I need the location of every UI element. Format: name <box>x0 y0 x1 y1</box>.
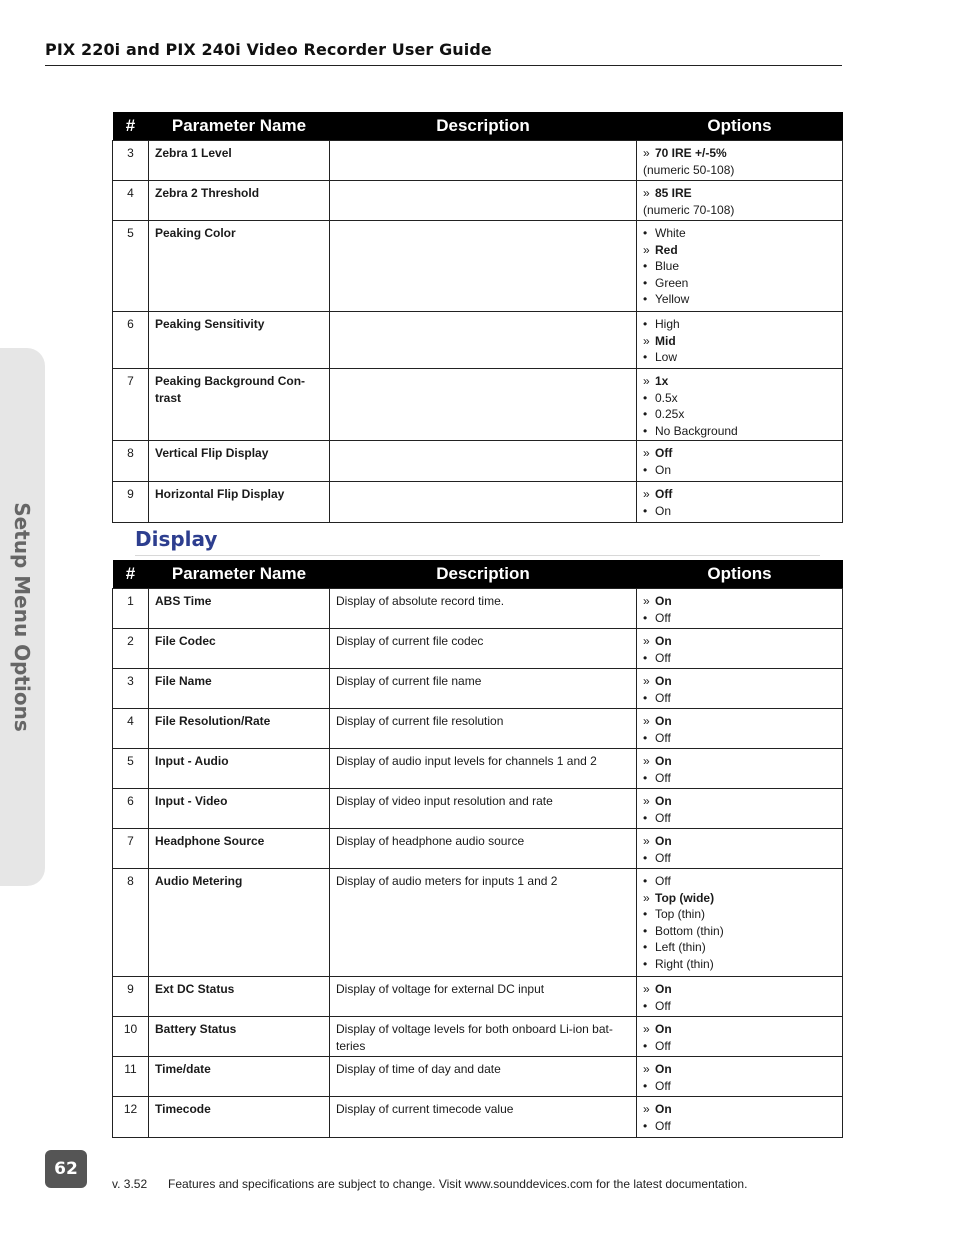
default-marker-icon: » <box>643 674 650 688</box>
option-item <box>643 770 836 787</box>
option-item <box>643 713 836 730</box>
option-item <box>643 998 836 1015</box>
parameter-options <box>637 1057 843 1097</box>
default-marker-icon: » <box>643 634 650 648</box>
parameter-options <box>637 629 843 669</box>
option-label: Off <box>655 770 671 785</box>
option-item <box>643 486 836 503</box>
option-item <box>643 462 836 479</box>
option-item <box>643 316 836 333</box>
row-number: 5 <box>113 221 149 312</box>
table-header-row <box>113 112 843 141</box>
parameter-name: File Codec <box>149 629 330 669</box>
parameter-name: Input - Video <box>149 789 330 829</box>
option-item <box>643 873 836 890</box>
row-number: 3 <box>113 141 149 181</box>
option-label: Red <box>655 242 678 257</box>
column-header-options: Options <box>637 112 843 141</box>
option-label: Off <box>655 810 671 825</box>
option-label: 0.5x <box>655 390 678 405</box>
option-label: White <box>655 226 686 240</box>
parameter-name: Ext DC Status <box>149 977 330 1017</box>
default-marker-icon: » <box>643 1102 650 1116</box>
option-label: On <box>655 714 672 728</box>
document-title: PIX 220i and PIX 240i Video Recorder User Guide <box>45 40 492 59</box>
parameter-name: Timecode <box>149 1097 330 1138</box>
option-label: On <box>655 982 672 996</box>
bullet-icon: • <box>643 998 648 1013</box>
option-item <box>643 690 836 707</box>
parameter-options <box>637 869 843 977</box>
row-number: 9 <box>113 977 149 1017</box>
option-item <box>643 291 836 308</box>
option-range-note: (numeric 70-108) <box>643 202 735 217</box>
row-number: 1 <box>113 589 149 629</box>
parameter-description: Display of current timecode value <box>330 1097 637 1138</box>
default-marker-icon: » <box>643 186 650 200</box>
option-item <box>643 333 836 350</box>
default-marker-icon: » <box>643 754 650 768</box>
option-label: On <box>655 634 672 648</box>
column-header-description: Description <box>330 112 637 141</box>
parameter-options <box>637 141 843 181</box>
default-marker-icon: » <box>643 146 650 160</box>
row-number: 8 <box>113 441 149 482</box>
option-item <box>643 185 836 202</box>
column-header-num: # <box>113 112 149 141</box>
parameter-options <box>637 221 843 312</box>
bullet-icon: • <box>643 923 648 938</box>
option-label: Off <box>655 1118 671 1133</box>
option-label: Off <box>655 1078 671 1093</box>
option-item <box>643 610 836 627</box>
bullet-icon: • <box>643 292 648 307</box>
row-number: 8 <box>113 869 149 977</box>
parameter-options <box>637 589 843 629</box>
table-row <box>113 441 843 482</box>
option-label: Off <box>655 874 671 888</box>
option-item <box>643 503 836 520</box>
table-row <box>113 1097 843 1138</box>
option-item <box>643 406 836 423</box>
option-label: Top (wide) <box>655 890 715 905</box>
parameter-name: Peaking Background Con- trast <box>149 369 330 441</box>
parameter-name: Zebra 1 Level <box>149 141 330 181</box>
option-item <box>643 145 836 162</box>
option-label: On <box>655 794 672 808</box>
parameter-name: Vertical Flip Display <box>149 441 330 482</box>
option-item <box>643 939 836 956</box>
parameter-options <box>637 749 843 789</box>
parameter-description: Display of headphone audio source <box>330 829 637 869</box>
default-marker-icon: » <box>643 1022 650 1036</box>
parameter-options <box>637 1017 843 1057</box>
table-row <box>113 749 843 789</box>
parameter-name: Audio Metering <box>149 869 330 977</box>
option-item <box>643 793 836 810</box>
parameter-options <box>637 709 843 749</box>
row-number: 2 <box>113 629 149 669</box>
bullet-icon: • <box>643 462 648 477</box>
bullet-icon: • <box>643 690 648 705</box>
table-row <box>113 629 843 669</box>
option-item <box>643 650 836 667</box>
row-number: 4 <box>113 181 149 221</box>
option-label: Off <box>655 690 671 705</box>
parameter-description <box>330 312 637 369</box>
option-label: 70 IRE +/-5% <box>655 146 727 160</box>
option-label: On <box>655 1102 672 1116</box>
table-row <box>113 589 843 629</box>
bullet-icon: • <box>643 407 648 422</box>
table-row <box>113 221 843 312</box>
column-header-num: # <box>113 560 149 589</box>
parameter-description <box>330 181 637 221</box>
option-item <box>643 730 836 747</box>
default-marker-icon: » <box>643 982 650 996</box>
option-item <box>643 981 836 998</box>
option-label: Bottom (thin) <box>655 923 724 938</box>
parameter-name: Peaking Color <box>149 221 330 312</box>
side-tab-label: Setup Menu Options <box>10 502 34 732</box>
option-label: On <box>655 754 672 768</box>
default-marker-icon: » <box>643 333 650 348</box>
option-item <box>643 633 836 650</box>
option-item <box>643 349 836 366</box>
table-row <box>113 869 843 977</box>
option-item <box>643 1078 836 1095</box>
bullet-icon: • <box>643 423 648 438</box>
option-label: No Background <box>655 423 738 438</box>
row-number: 5 <box>113 749 149 789</box>
option-item <box>643 1118 836 1135</box>
row-number: 4 <box>113 709 149 749</box>
table-row <box>113 977 843 1017</box>
option-item <box>643 956 836 973</box>
table-row <box>113 1017 843 1057</box>
option-item <box>643 1021 836 1038</box>
parameter-table-display <box>112 560 843 1138</box>
parameter-description: Display of absolute record time. <box>330 589 637 629</box>
option-item <box>643 275 836 292</box>
parameter-options <box>637 669 843 709</box>
section-divider <box>135 555 820 556</box>
option-label: 0.25x <box>655 407 685 422</box>
parameter-description: Display of audio meters for inputs 1 and 2 <box>330 869 637 977</box>
option-item <box>643 810 836 827</box>
option-label: Right (thin) <box>655 956 714 971</box>
parameter-description: Display of voltage for external DC input <box>330 977 637 1017</box>
parameter-description: Display of audio input levels for channels 1 and 2 <box>330 749 637 789</box>
parameter-description: Display of time of day and date <box>330 1057 637 1097</box>
option-label: 85 IRE <box>655 186 692 200</box>
parameter-options <box>637 312 843 369</box>
parameter-options <box>637 789 843 829</box>
bullet-icon: • <box>643 874 648 888</box>
option-label: Green <box>655 275 689 290</box>
parameter-options <box>637 977 843 1017</box>
default-marker-icon: » <box>643 714 650 728</box>
bullet-icon: • <box>643 1038 648 1053</box>
bullet-icon: • <box>643 770 648 785</box>
default-marker-icon: » <box>643 794 650 808</box>
default-marker-icon: » <box>643 834 650 848</box>
row-number: 7 <box>113 829 149 869</box>
option-label: On <box>655 1022 672 1036</box>
parameter-options <box>637 482 843 523</box>
table-row <box>113 141 843 181</box>
option-label: On <box>655 594 672 608</box>
parameter-options <box>637 829 843 869</box>
parameter-description: Display of video input resolution and rate <box>330 789 637 829</box>
option-label: Off <box>655 446 673 460</box>
option-item <box>643 423 836 440</box>
option-item <box>643 1101 836 1118</box>
option-item <box>643 373 836 390</box>
option-label: Mid <box>655 333 676 348</box>
row-number: 12 <box>113 1097 149 1138</box>
option-label: Yellow <box>655 292 690 307</box>
option-item <box>643 242 836 259</box>
table-row <box>113 789 843 829</box>
table-row <box>113 829 843 869</box>
bullet-icon: • <box>643 1078 648 1093</box>
option-item <box>643 753 836 770</box>
option-label: Low <box>655 350 678 365</box>
bullet-icon: • <box>643 610 648 625</box>
parameter-name: Time/date <box>149 1057 330 1097</box>
default-marker-icon: » <box>643 242 650 257</box>
bullet-icon: • <box>643 275 648 290</box>
bullet-icon: • <box>643 940 648 955</box>
parameter-name: ABS Time <box>149 589 330 629</box>
parameter-description: Display of current file resolution <box>330 709 637 749</box>
row-number: 3 <box>113 669 149 709</box>
option-label: Off <box>655 487 673 501</box>
option-range-note: (numeric 50-108) <box>643 162 735 177</box>
option-item <box>643 593 836 610</box>
default-marker-icon: » <box>643 374 650 388</box>
option-label: Blue <box>655 259 680 274</box>
column-header-description: Description <box>330 560 637 589</box>
option-item <box>643 890 836 907</box>
bullet-icon: • <box>643 350 648 365</box>
parameter-options <box>637 441 843 482</box>
parameter-description: Display of voltage levels for both onboard Li-ion bat- teries <box>330 1017 637 1057</box>
parameter-name: Peaking Sensitivity <box>149 312 330 369</box>
option-label: Off <box>655 850 671 865</box>
parameter-description <box>330 369 637 441</box>
default-marker-icon: » <box>643 1062 650 1076</box>
bullet-icon: • <box>643 956 648 971</box>
option-label: On <box>655 674 672 688</box>
option-label: Off <box>655 998 671 1013</box>
section-title-display: Display <box>135 527 218 551</box>
option-label: Off <box>655 610 671 625</box>
title-divider <box>45 65 842 66</box>
bullet-icon: • <box>643 259 648 274</box>
table-row <box>113 669 843 709</box>
option-item <box>643 225 836 242</box>
parameter-description: Display of current file codec <box>330 629 637 669</box>
parameter-name: Zebra 2 Threshold <box>149 181 330 221</box>
parameter-name: File Name <box>149 669 330 709</box>
option-item <box>643 850 836 867</box>
option-label: Off <box>655 650 671 665</box>
table-header-row <box>113 560 843 589</box>
option-item <box>643 923 836 940</box>
row-number: 6 <box>113 789 149 829</box>
default-marker-icon: » <box>643 594 650 608</box>
option-item <box>643 390 836 407</box>
footer-version: v. 3.52 <box>112 1177 148 1191</box>
option-label: Top (thin) <box>655 907 706 922</box>
option-item <box>643 445 836 462</box>
parameter-name: Input - Audio <box>149 749 330 789</box>
column-header-parameter-name: Parameter Name <box>149 112 330 141</box>
option-item <box>643 673 836 690</box>
option-label: On <box>655 462 672 477</box>
row-number: 9 <box>113 482 149 523</box>
page-number-badge: 62 <box>45 1150 87 1188</box>
parameter-description <box>330 141 637 181</box>
bullet-icon: • <box>643 503 648 518</box>
option-label: Off <box>655 1038 671 1053</box>
parameter-options <box>637 369 843 441</box>
parameter-description <box>330 482 637 523</box>
parameter-name: File Resolution/Rate <box>149 709 330 749</box>
option-label: On <box>655 834 672 848</box>
option-item <box>643 1038 836 1055</box>
option-label: On <box>655 1062 672 1076</box>
option-item <box>643 906 836 923</box>
default-marker-icon: » <box>643 446 650 460</box>
table-row <box>113 482 843 523</box>
table-row <box>113 709 843 749</box>
row-number: 7 <box>113 369 149 441</box>
option-label: Off <box>655 730 671 745</box>
bullet-icon: • <box>643 810 648 825</box>
table-row <box>113 1057 843 1097</box>
parameter-name: Headphone Source <box>149 829 330 869</box>
default-marker-icon: » <box>643 487 650 501</box>
option-label: On <box>655 503 672 518</box>
column-header-options: Options <box>637 560 843 589</box>
row-number: 11 <box>113 1057 149 1097</box>
option-label: 1x <box>655 374 669 388</box>
option-item <box>643 833 836 850</box>
bullet-icon: • <box>643 650 648 665</box>
parameter-description <box>330 221 637 312</box>
table-row <box>113 312 843 369</box>
parameter-table-1 <box>112 112 843 523</box>
row-number: 6 <box>113 312 149 369</box>
table-row <box>113 369 843 441</box>
parameter-options <box>637 1097 843 1138</box>
option-label: High <box>655 317 680 331</box>
parameter-name: Horizontal Flip Display <box>149 482 330 523</box>
default-marker-icon: » <box>643 890 650 905</box>
parameter-description <box>330 441 637 482</box>
bullet-icon: • <box>643 390 648 405</box>
row-number: 10 <box>113 1017 149 1057</box>
parameter-name: Battery Status <box>149 1017 330 1057</box>
option-item <box>643 258 836 275</box>
option-label: Left (thin) <box>655 940 706 955</box>
footer-disclaimer: Features and specifications are subject to change. Visit www.sounddevices.com for the latest documentation. <box>168 1177 748 1191</box>
option-item <box>643 1061 836 1078</box>
parameter-options <box>637 181 843 221</box>
bullet-icon: • <box>643 907 648 922</box>
bullet-icon: • <box>643 850 648 865</box>
parameter-description: Display of current file name <box>330 669 637 709</box>
column-header-parameter-name: Parameter Name <box>149 560 330 589</box>
bullet-icon: • <box>643 1118 648 1133</box>
table-row <box>113 181 843 221</box>
bullet-icon: • <box>643 226 648 240</box>
bullet-icon: • <box>643 317 648 331</box>
bullet-icon: • <box>643 730 648 745</box>
